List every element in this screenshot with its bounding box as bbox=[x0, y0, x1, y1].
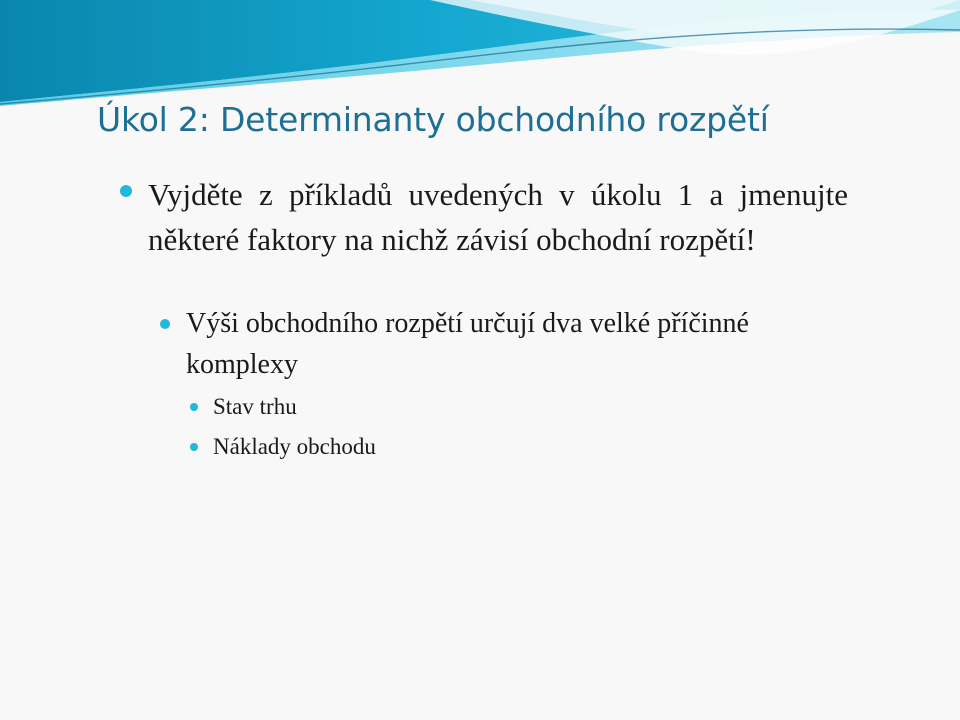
bullet-level3-text-costs: Náklady obchodu bbox=[213, 434, 376, 459]
slide-title: Úkol 2: Determinanty obchodního rozpětí bbox=[97, 100, 769, 139]
bullet-level1-text: Vyjděte z příkladů uvedených v úkolu 1 a jmenujte některé faktory na nichž závisí obchodní rozpětí! bbox=[148, 177, 848, 257]
bullet-level3-icon bbox=[190, 403, 198, 411]
bullet-level3-text-market: Stav trhu bbox=[213, 394, 297, 419]
bullet-level3-icon bbox=[190, 443, 198, 451]
bullet-level2-text: Výši obchodního rozpětí určují dva velké příčinné komplexy bbox=[186, 308, 749, 380]
bullet-level1-icon bbox=[120, 185, 132, 197]
bullet-level2-icon bbox=[160, 319, 170, 329]
